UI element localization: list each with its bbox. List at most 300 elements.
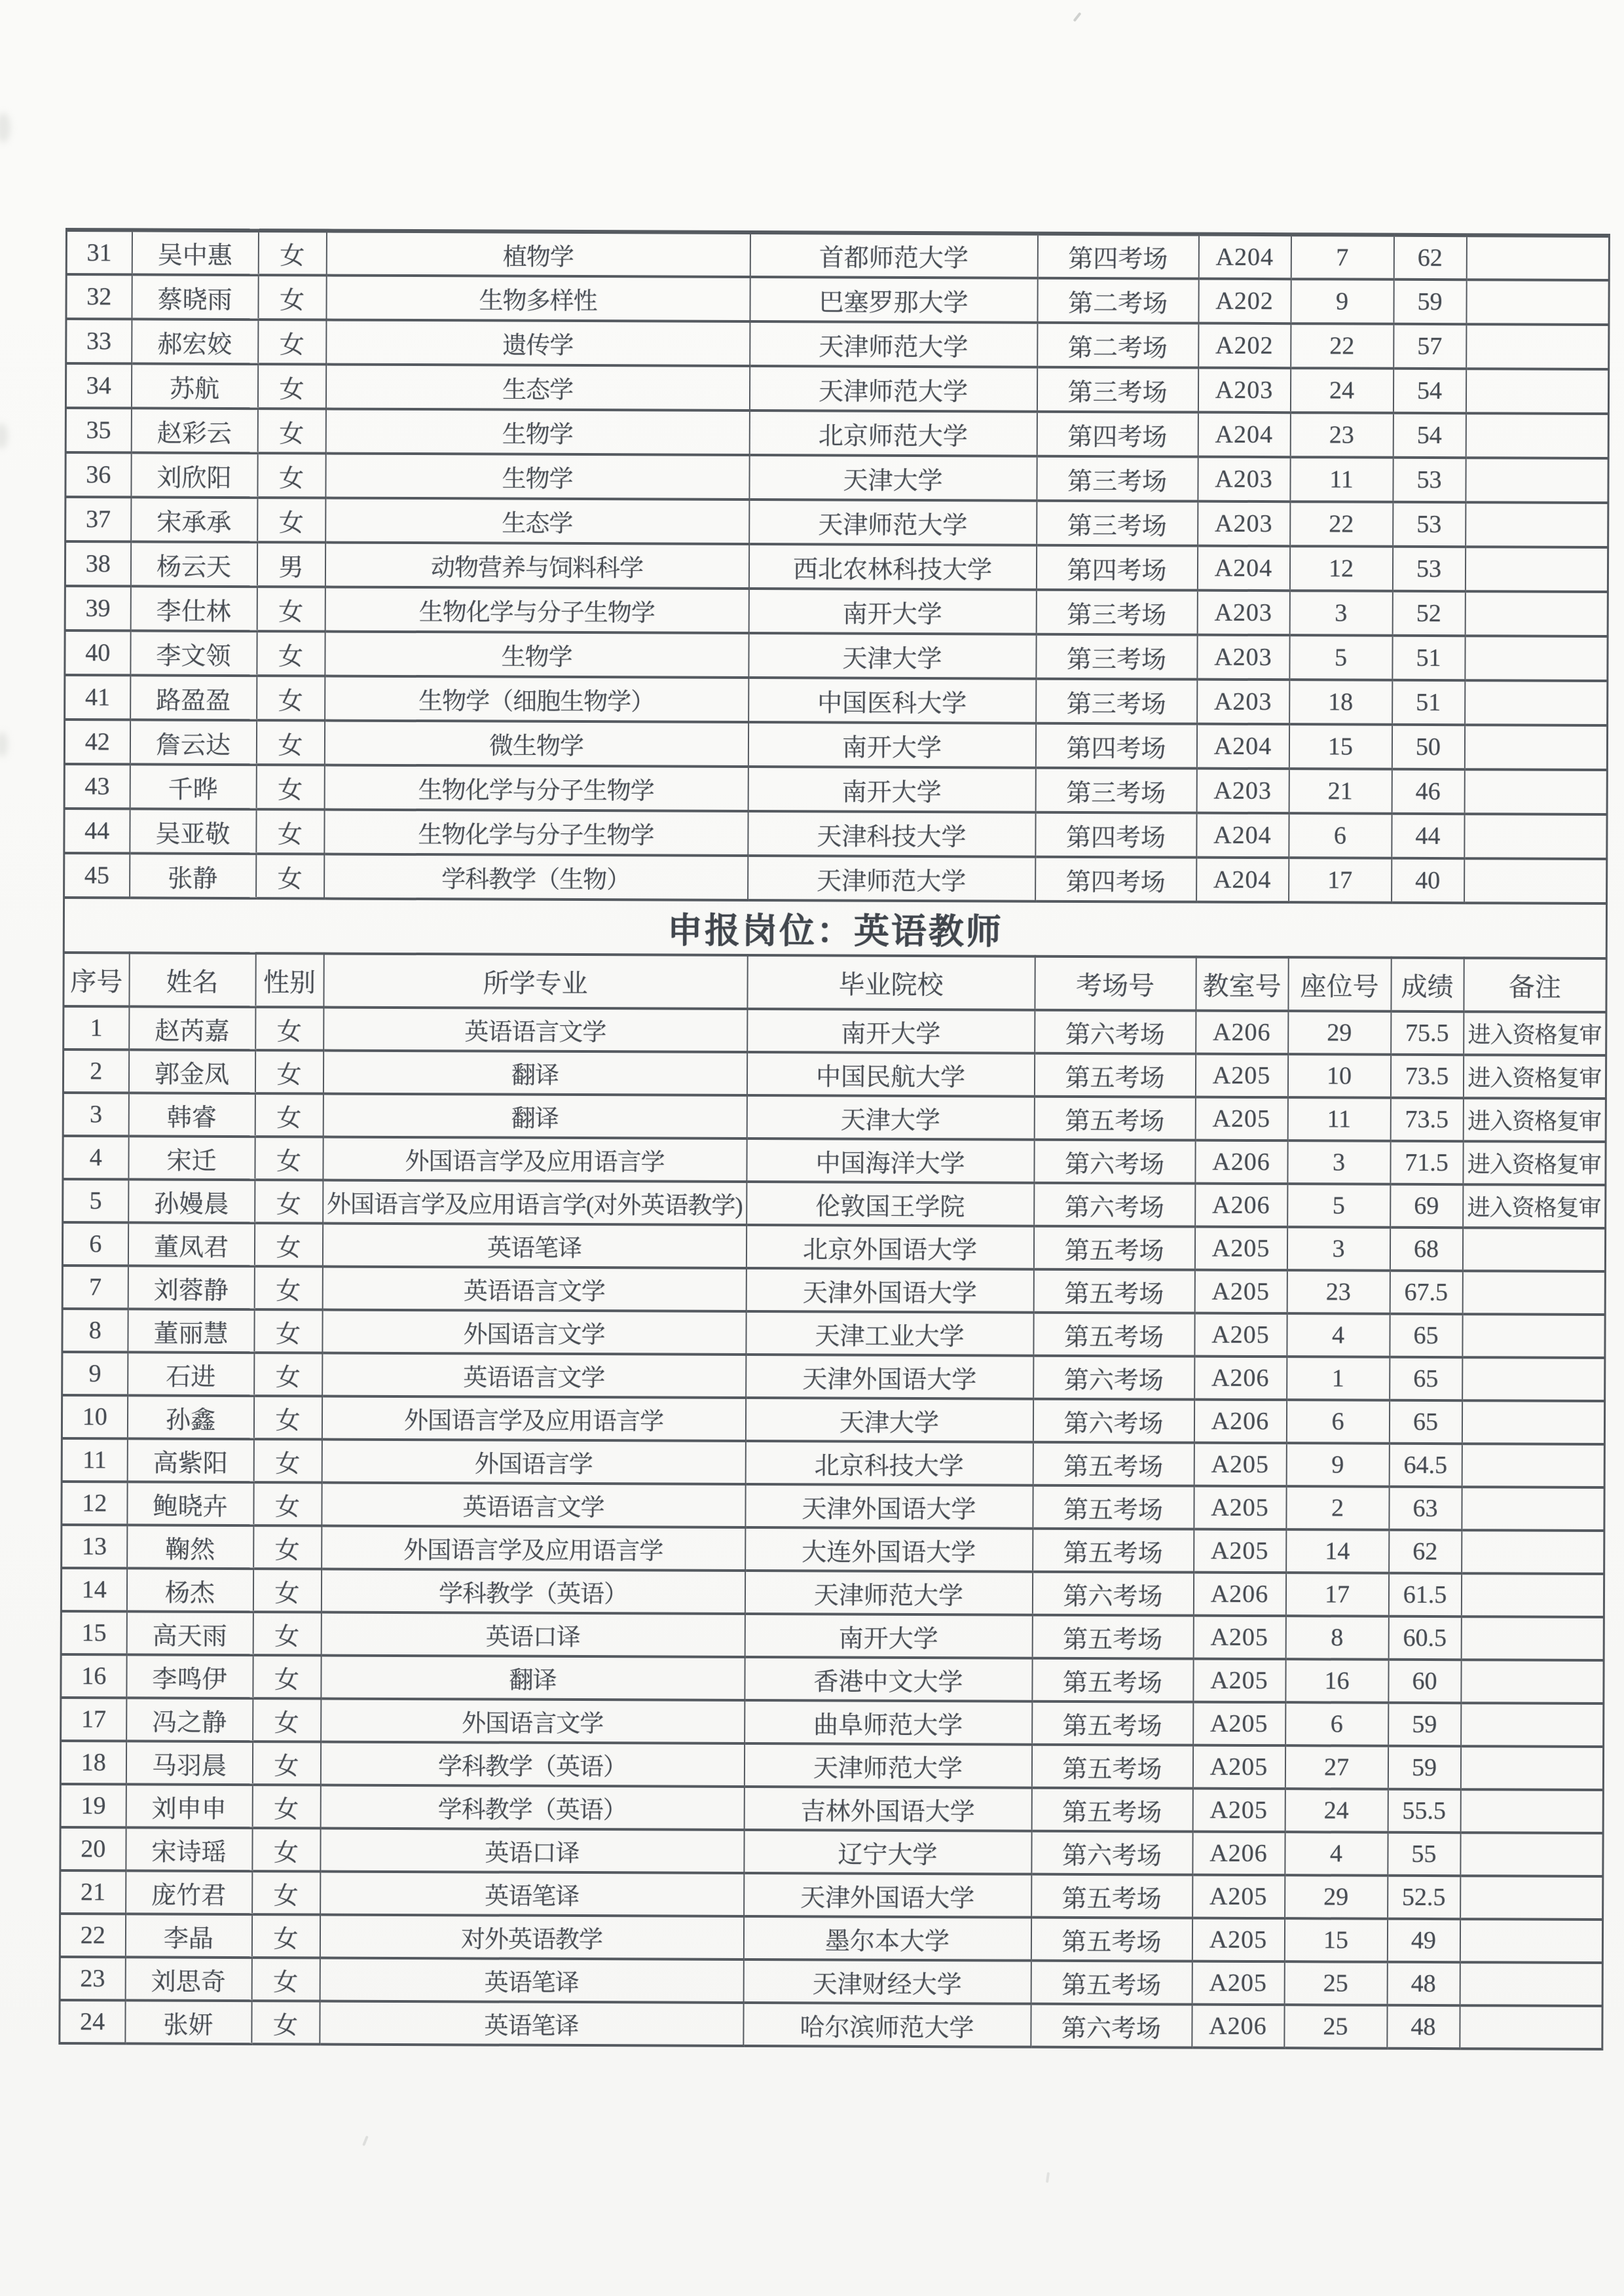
col-header-gender: 性别 xyxy=(255,953,323,1007)
cell-name: 刘欣阳 xyxy=(131,452,257,498)
cell-major: 生物学 xyxy=(325,454,749,500)
cell-score: 60 xyxy=(1388,1660,1461,1703)
cell-gender: 女 xyxy=(257,676,325,720)
cell-room: 第四考场 xyxy=(1037,412,1198,457)
cell-school: 香港中文大学 xyxy=(745,1657,1032,1702)
cell-score: 53 xyxy=(1393,458,1466,502)
cell-room: 第三考场 xyxy=(1037,367,1198,412)
cell-major: 遗传学 xyxy=(326,320,750,366)
cell-seat: 25 xyxy=(1284,2005,1387,2049)
cell-room: 第六考场 xyxy=(1034,1183,1195,1227)
scan-artifact xyxy=(0,423,8,449)
cell-room: 第四考场 xyxy=(1035,812,1196,858)
section-title-row xyxy=(64,898,1606,958)
col-header-room: 考场号 xyxy=(1035,957,1196,1011)
cell-seat: 3 xyxy=(1287,1227,1390,1271)
cell-index: 11 xyxy=(62,1438,127,1482)
cell-score: 48 xyxy=(1387,2005,1460,2049)
cell-seat: 3 xyxy=(1287,1140,1390,1184)
cell-room: 第五考场 xyxy=(1031,1918,1192,1961)
cell-room: 第六考场 xyxy=(1033,1399,1194,1443)
cell-index: 32 xyxy=(66,274,132,319)
col-header-index: 序号 xyxy=(64,953,129,1006)
cell-major: 生物化学与分子生物学 xyxy=(325,587,748,633)
cell-index: 16 xyxy=(61,1654,126,1698)
cell-score: 60.5 xyxy=(1388,1616,1461,1660)
scan-artifact xyxy=(362,2136,369,2146)
cell-school: 大连外国语大学 xyxy=(745,1527,1033,1572)
cell-major: 英语语言文学 xyxy=(322,1267,746,1311)
scan-artifact xyxy=(0,113,10,143)
cell-major: 动物营养与饲料科学 xyxy=(325,543,748,589)
table-row xyxy=(60,1741,1603,1790)
cell-room: 第五考场 xyxy=(1033,1269,1194,1313)
cell-classroom: A203 xyxy=(1198,501,1290,547)
cell-gender: 女 xyxy=(253,1569,321,1612)
cell-gender: 女 xyxy=(256,809,324,854)
cell-classroom: A203 xyxy=(1197,591,1289,636)
cell-score: 51 xyxy=(1392,636,1465,680)
cell-seat: 7 xyxy=(1291,234,1393,280)
cell-name: 孙嫚晨 xyxy=(128,1179,255,1223)
scan-artifact xyxy=(1073,12,1081,22)
cell-seat: 27 xyxy=(1285,1745,1388,1789)
cell-major: 外国语言学及应用语言学 xyxy=(322,1396,745,1441)
cell-index: 2 xyxy=(63,1049,128,1093)
cell-name: 路盈盈 xyxy=(130,675,257,720)
cell-note xyxy=(1462,1530,1604,1574)
scan-artifact xyxy=(0,732,8,757)
cell-index: 38 xyxy=(65,541,130,586)
cell-note xyxy=(1465,591,1608,636)
cell-classroom: A204 xyxy=(1196,724,1289,769)
cell-major: 外国语言文学 xyxy=(322,1310,746,1355)
cell-name: 高天雨 xyxy=(126,1611,253,1655)
cell-index: 37 xyxy=(65,497,131,541)
english-position-rows xyxy=(60,1006,1606,2049)
cell-school: 巴塞罗那大学 xyxy=(750,277,1037,323)
cell-gender: 女 xyxy=(256,854,324,898)
cell-gender: 女 xyxy=(253,1439,322,1482)
cell-index: 21 xyxy=(60,1870,126,1914)
cell-major: 英语笔译 xyxy=(320,1958,743,2003)
cell-room: 第四考场 xyxy=(1036,545,1197,591)
cell-seat: 14 xyxy=(1286,1529,1389,1573)
cell-classroom: A205 xyxy=(1193,1659,1285,1703)
cell-score: 55.5 xyxy=(1388,1789,1460,1832)
table-row xyxy=(65,675,1608,725)
cell-major: 对外英语教学 xyxy=(320,1915,743,1959)
cell-gender: 女 xyxy=(258,319,326,364)
cell-school: 伦敦国王学院 xyxy=(747,1182,1034,1226)
table-row xyxy=(60,1957,1602,2006)
cell-score: 40 xyxy=(1392,858,1464,903)
cell-room: 第五考场 xyxy=(1032,1702,1193,1745)
cell-school: 天津师范大学 xyxy=(749,500,1037,545)
cell-gender: 女 xyxy=(253,1482,322,1525)
cell-major: 外国语言学及应用语言学(对外英语教学) xyxy=(323,1180,747,1225)
cell-school: 中国民航大学 xyxy=(747,1052,1034,1097)
cell-room: 第三考场 xyxy=(1035,768,1196,813)
cell-note xyxy=(1465,547,1608,592)
table-row xyxy=(66,274,1609,325)
cell-school: 天津大学 xyxy=(748,633,1036,679)
cell-gender: 女 xyxy=(251,1914,320,1958)
cell-school: 曲阜师范大学 xyxy=(745,1700,1032,1745)
cell-name: 石进 xyxy=(128,1352,254,1396)
cell-major: 微生物学 xyxy=(324,721,748,767)
cell-gender: 女 xyxy=(254,1353,322,1396)
cell-major: 学科教学（英语） xyxy=(320,1785,744,1830)
cell-seat: 11 xyxy=(1287,1097,1390,1141)
cell-name: 李鸣伊 xyxy=(126,1654,253,1698)
cell-school: 天津外国语大学 xyxy=(744,1873,1031,1918)
cell-gender: 女 xyxy=(255,1007,323,1050)
cell-note xyxy=(1460,1746,1603,1790)
cell-name: 刘思奇 xyxy=(125,1957,251,2001)
cell-seat: 29 xyxy=(1285,1875,1388,1919)
cell-classroom: A205 xyxy=(1194,1313,1287,1357)
cell-note xyxy=(1466,502,1608,547)
cell-score: 63 xyxy=(1389,1487,1462,1530)
col-header-seat: 座位号 xyxy=(1288,957,1391,1011)
cell-name: 吴中惠 xyxy=(132,230,258,275)
cell-score: 51 xyxy=(1392,680,1465,725)
cell-classroom: A205 xyxy=(1194,1443,1286,1487)
cell-seat: 17 xyxy=(1289,858,1392,903)
cell-index: 31 xyxy=(66,230,132,274)
cell-score: 59 xyxy=(1388,1703,1461,1746)
cell-classroom: A205 xyxy=(1192,1918,1284,1962)
cell-name: 郝宏姣 xyxy=(132,319,258,364)
cell-classroom: A204 xyxy=(1196,813,1289,858)
cell-index: 9 xyxy=(62,1352,128,1395)
table-row xyxy=(66,230,1609,280)
cell-score: 69 xyxy=(1390,1184,1463,1228)
cell-name: 高紫阳 xyxy=(127,1438,253,1482)
cell-classroom: A202 xyxy=(1198,323,1291,369)
cell-room: 第六考场 xyxy=(1031,2004,1192,2048)
cell-note xyxy=(1460,1876,1603,1920)
table-row xyxy=(65,541,1608,592)
table-row xyxy=(65,586,1608,636)
cell-gender: 女 xyxy=(252,1741,320,1785)
cell-note xyxy=(1466,413,1608,458)
cell-score: 59 xyxy=(1388,1746,1460,1789)
cell-note xyxy=(1460,1962,1602,2006)
cell-note xyxy=(1464,725,1607,770)
cell-index: 15 xyxy=(61,1611,126,1654)
table-row xyxy=(62,1352,1605,1401)
cell-seat: 25 xyxy=(1284,1961,1387,2005)
table-row xyxy=(64,764,1607,814)
col-header-note: 备注 xyxy=(1464,958,1606,1012)
table-row xyxy=(60,1914,1602,1963)
cell-seat: 4 xyxy=(1285,1832,1388,1876)
cell-note xyxy=(1464,814,1607,859)
cell-score: 53 xyxy=(1392,547,1465,591)
cell-note xyxy=(1466,235,1609,280)
cell-note xyxy=(1460,1919,1602,1963)
table-row xyxy=(64,809,1607,859)
table-row xyxy=(65,408,1608,458)
cell-seat: 23 xyxy=(1287,1270,1390,1314)
table-row xyxy=(60,1784,1603,1833)
cell-seat: 15 xyxy=(1289,724,1392,769)
cell-index: 10 xyxy=(62,1395,127,1438)
cell-note xyxy=(1466,369,1608,414)
cell-index: 24 xyxy=(60,2000,125,2043)
scan-artifact xyxy=(1046,2172,1050,2183)
table-row xyxy=(61,1654,1604,1704)
cell-school: 中国医科大学 xyxy=(748,678,1036,723)
cell-classroom: A206 xyxy=(1192,2005,1284,2049)
cell-name: 鞠然 xyxy=(127,1525,253,1569)
cell-index: 45 xyxy=(64,853,130,898)
cell-score: 59 xyxy=(1393,280,1466,324)
cell-classroom: A205 xyxy=(1192,1875,1285,1919)
cell-seat: 2 xyxy=(1286,1486,1389,1530)
cell-gender: 女 xyxy=(255,1137,323,1180)
cell-gender: 女 xyxy=(253,1612,321,1655)
cell-note xyxy=(1466,280,1609,325)
cell-gender: 女 xyxy=(257,631,325,676)
cell-gender: 女 xyxy=(254,1309,322,1353)
cell-score: 49 xyxy=(1387,1919,1460,1962)
table-row xyxy=(60,1827,1603,1876)
cell-score: 67.5 xyxy=(1390,1271,1462,1314)
cell-note xyxy=(1461,1660,1604,1704)
cell-index: 22 xyxy=(60,1914,125,1957)
cell-index: 44 xyxy=(64,809,130,853)
cell-seat: 24 xyxy=(1290,368,1393,413)
cell-school: 天津外国语大学 xyxy=(746,1268,1033,1313)
table-row xyxy=(62,1525,1604,1574)
cell-name: 韩睿 xyxy=(128,1093,255,1137)
cell-classroom: A205 xyxy=(1192,1961,1284,2005)
cell-school: 天津大学 xyxy=(745,1398,1033,1442)
cell-room: 第五考场 xyxy=(1033,1529,1194,1573)
cell-classroom: A205 xyxy=(1193,1616,1285,1660)
cell-school: 南开大学 xyxy=(748,767,1035,812)
cell-score: 71.5 xyxy=(1390,1141,1463,1184)
cell-room: 第三考场 xyxy=(1037,456,1198,501)
cell-index: 33 xyxy=(66,319,132,363)
cell-note xyxy=(1461,1703,1604,1747)
english-position-section xyxy=(64,898,1607,1012)
cell-classroom: A206 xyxy=(1195,1184,1287,1228)
cell-major: 英语口译 xyxy=(321,1613,745,1657)
cell-classroom: A203 xyxy=(1198,368,1290,413)
cell-note xyxy=(1461,1573,1604,1617)
cell-school: 天津大学 xyxy=(749,455,1037,501)
cell-classroom: A205 xyxy=(1194,1529,1286,1573)
cell-classroom: A205 xyxy=(1194,1270,1287,1314)
cell-index: 34 xyxy=(65,363,131,408)
cell-major: 植物学 xyxy=(326,231,750,277)
table-row xyxy=(63,1179,1606,1228)
table-row xyxy=(65,452,1608,503)
cell-classroom: A206 xyxy=(1196,1011,1288,1055)
cell-room: 第四考场 xyxy=(1035,723,1196,769)
cell-gender: 女 xyxy=(256,720,324,765)
cell-name: 鲍晓卉 xyxy=(127,1482,253,1525)
cell-classroom: A205 xyxy=(1193,1702,1285,1746)
cell-seat: 12 xyxy=(1289,546,1392,591)
cell-note xyxy=(1460,1789,1603,1833)
cell-school: 南开大学 xyxy=(748,589,1036,634)
cell-seat: 5 xyxy=(1289,635,1392,680)
cell-gender: 女 xyxy=(252,1785,320,1828)
col-header-score: 成绩 xyxy=(1391,958,1464,1011)
cell-seat: 11 xyxy=(1290,457,1393,502)
cell-name: 郭金凤 xyxy=(128,1049,255,1093)
cell-name: 李晶 xyxy=(125,1914,251,1958)
cell-note xyxy=(1460,2005,1602,2049)
cell-note xyxy=(1462,1228,1605,1271)
cell-major: 英语语言文学 xyxy=(322,1483,745,1527)
cell-seat: 9 xyxy=(1291,279,1393,324)
cell-school: 吉林外国语大学 xyxy=(744,1787,1031,1831)
table-row xyxy=(60,1870,1603,1920)
cell-gender: 女 xyxy=(255,1050,323,1093)
col-header-major: 所学专业 xyxy=(323,954,747,1009)
cell-gender: 女 xyxy=(252,1871,320,1914)
cell-seat: 10 xyxy=(1287,1054,1390,1098)
cell-classroom: A205 xyxy=(1194,1486,1286,1530)
cell-index: 20 xyxy=(60,1827,126,1870)
cell-seat: 3 xyxy=(1289,591,1392,636)
cell-school: 哈尔滨师范大学 xyxy=(743,2003,1031,2047)
cell-name: 杨云天 xyxy=(130,541,257,587)
cell-name: 詹云达 xyxy=(130,720,256,765)
cell-school: 中国海洋大学 xyxy=(747,1139,1034,1183)
table-row xyxy=(62,1482,1604,1531)
cell-school: 辽宁大学 xyxy=(744,1830,1031,1874)
cell-room: 第五考场 xyxy=(1034,1053,1195,1097)
cell-gender: 女 xyxy=(253,1525,322,1569)
cell-gender: 女 xyxy=(257,409,325,453)
cell-index: 23 xyxy=(60,1957,125,2000)
cell-gender: 女 xyxy=(258,275,326,319)
cell-gender: 女 xyxy=(251,2001,320,2044)
cell-major: 英语口译 xyxy=(320,1829,744,1873)
cell-room: 第三考场 xyxy=(1036,634,1197,680)
cell-index: 7 xyxy=(62,1266,128,1309)
cell-classroom: A203 xyxy=(1197,635,1289,680)
cell-index: 1 xyxy=(64,1006,129,1049)
cell-room: 第五考场 xyxy=(1033,1226,1194,1270)
cell-school: 天津工业大学 xyxy=(746,1311,1033,1356)
cell-classroom: A205 xyxy=(1194,1227,1287,1271)
cell-major: 翻译 xyxy=(323,1051,747,1095)
cell-score: 62 xyxy=(1393,235,1466,280)
cell-room: 第六考场 xyxy=(1034,1140,1195,1184)
cell-note xyxy=(1464,769,1607,814)
cell-major: 英语笔译 xyxy=(320,1872,744,1916)
cell-school: 西北农林科技大学 xyxy=(748,544,1036,590)
cell-major: 外国语言学 xyxy=(322,1440,745,1484)
cell-gender: 女 xyxy=(253,1655,321,1698)
cell-seat: 22 xyxy=(1291,323,1393,369)
cell-note xyxy=(1462,1487,1604,1531)
cell-seat: 6 xyxy=(1289,813,1392,858)
cell-major: 英语笔译 xyxy=(320,2001,743,2046)
cell-major: 生态学 xyxy=(325,365,749,410)
cell-room: 第五考场 xyxy=(1033,1442,1194,1486)
cell-index: 42 xyxy=(64,720,130,764)
cell-school: 北京科技大学 xyxy=(745,1441,1033,1485)
cell-score: 57 xyxy=(1393,324,1466,369)
table-row xyxy=(66,319,1609,369)
cell-index: 8 xyxy=(62,1309,128,1352)
cell-classroom: A204 xyxy=(1198,412,1290,458)
table-row xyxy=(63,1136,1606,1185)
cell-classroom: A206 xyxy=(1192,1832,1285,1876)
cell-name: 张静 xyxy=(130,853,256,898)
cell-major: 英语笔译 xyxy=(322,1224,746,1268)
cell-room: 第五考场 xyxy=(1031,1961,1192,2005)
cell-name: 宋承承 xyxy=(131,497,257,542)
cell-seat: 23 xyxy=(1290,412,1393,458)
cell-gender: 女 xyxy=(255,1180,323,1223)
cell-note xyxy=(1462,1357,1605,1401)
cell-note xyxy=(1466,458,1608,503)
cell-score: 75.5 xyxy=(1391,1011,1464,1055)
cell-major: 生物学（细胞生物学） xyxy=(325,676,748,722)
cell-seat: 18 xyxy=(1289,680,1392,725)
cell-score: 55 xyxy=(1388,1832,1460,1876)
cell-note xyxy=(1465,680,1608,725)
cell-score: 54 xyxy=(1393,369,1466,413)
cell-seat: 15 xyxy=(1284,1918,1387,1962)
table-row xyxy=(61,1568,1604,1617)
cell-name: 千晔 xyxy=(130,764,256,809)
cell-room: 第六考场 xyxy=(1033,1356,1194,1400)
cell-classroom: A206 xyxy=(1194,1400,1286,1444)
cell-seat: 22 xyxy=(1290,501,1393,547)
cell-school: 天津师范大学 xyxy=(750,321,1037,367)
cell-seat: 1 xyxy=(1287,1357,1390,1400)
cell-seat: 16 xyxy=(1285,1659,1388,1703)
cell-index: 36 xyxy=(65,452,131,497)
cell-seat: 4 xyxy=(1287,1313,1390,1357)
table-row xyxy=(61,1611,1604,1660)
cell-name: 李仕林 xyxy=(130,586,257,631)
cell-classroom: A204 xyxy=(1197,546,1289,591)
cell-classroom: A205 xyxy=(1192,1745,1285,1789)
cell-room: 第五考场 xyxy=(1031,1745,1192,1789)
cell-seat: 6 xyxy=(1285,1702,1388,1746)
cell-note: 进入资格复审 xyxy=(1463,1141,1606,1185)
cell-index: 40 xyxy=(65,630,130,675)
cell-room: 第二考场 xyxy=(1037,278,1198,323)
cell-major: 生态学 xyxy=(325,498,749,544)
cell-school: 北京外国语大学 xyxy=(746,1225,1033,1269)
cell-score: 44 xyxy=(1392,814,1464,858)
cell-name: 吴亚敬 xyxy=(130,809,256,854)
cell-gender: 女 xyxy=(257,364,325,409)
table-row xyxy=(65,363,1608,414)
cell-major: 外国语言学及应用语言学 xyxy=(323,1137,747,1182)
cell-room: 第五考场 xyxy=(1032,1658,1193,1702)
cell-room: 第六考场 xyxy=(1031,1831,1192,1875)
table-row xyxy=(65,630,1608,681)
cell-name: 李文领 xyxy=(130,630,257,676)
cell-room: 第六考场 xyxy=(1032,1572,1193,1616)
cell-room: 第五考场 xyxy=(1032,1615,1193,1659)
cell-note: 进入资格复审 xyxy=(1463,1184,1606,1228)
